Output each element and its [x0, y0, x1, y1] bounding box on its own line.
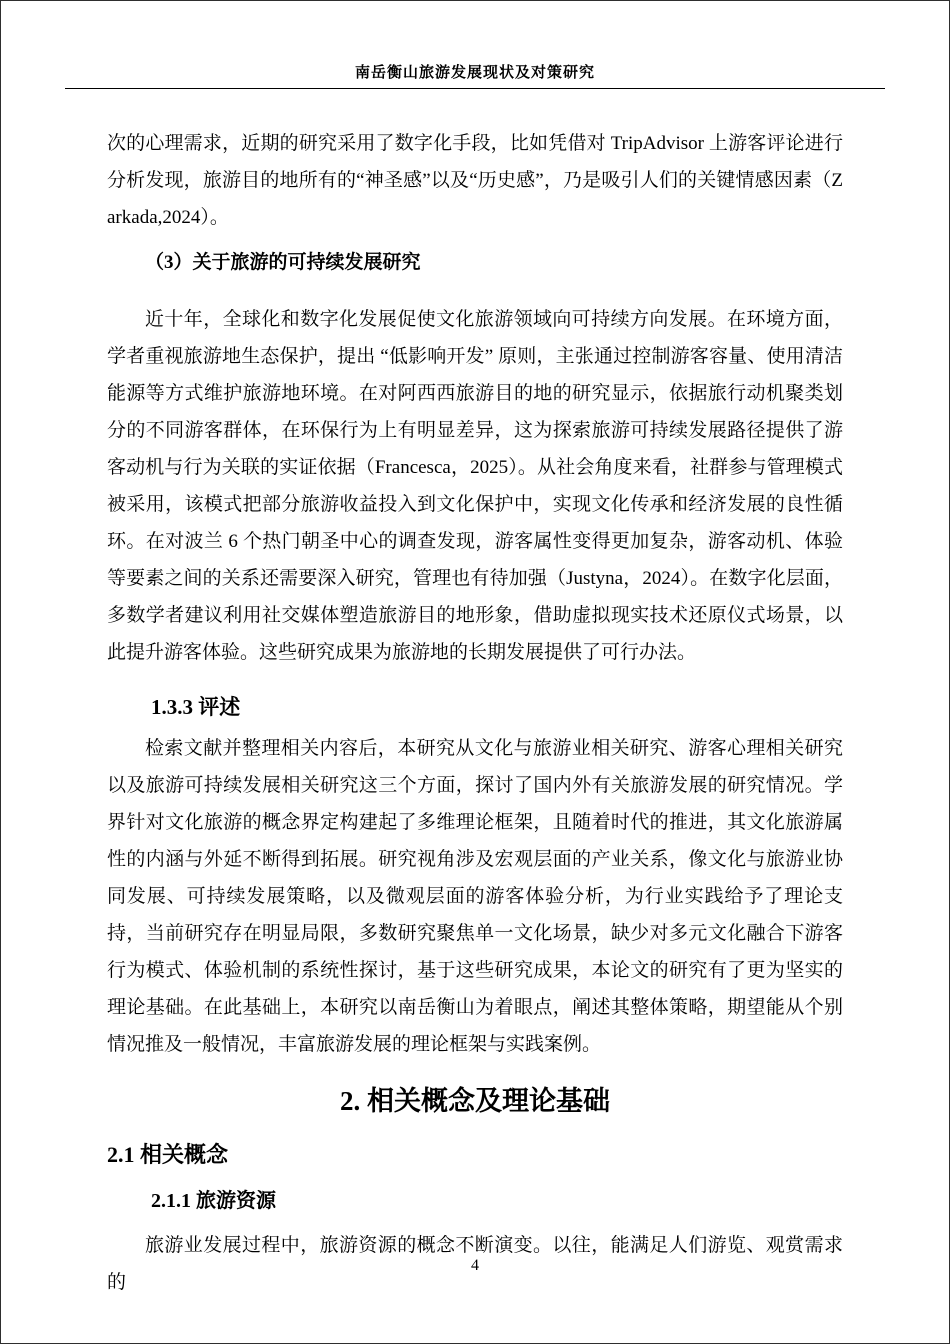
- subsection-title-2-1-1: 2.1.1 旅游资源: [151, 1190, 276, 1212]
- section-title-2-1: 2.1 相关概念: [107, 1142, 229, 1167]
- page-number: 4: [471, 1257, 479, 1274]
- page-footer: [1, 1257, 949, 1275]
- paragraph-tourism-resources: 旅游业发展过程中，旅游资源的概念不断演变。以往，能满足人们游览、观赏需求的: [107, 1235, 843, 1293]
- paragraph-continuation: 次的心理需求，近期的研究采用了数字化手段，比如凭借对 TripAdvisor 上游客评论进行分析发现，旅游目的地所有的“神圣感”以及“历史感”，乃是吸引人们的关键情感因素（Zarkada,2024）。: [107, 133, 843, 228]
- paragraph-sustainability: 近十年，全球化和数字化发展促使文化旅游领域向可持续方向发展。在环境方面，学者重视旅游地生态保护，提出 “低影响开发” 原则，主张通过控制游客容量、使用清洁能源等方式维护旅游地环境。在对阿西西旅游目的地的研究显示，依据旅行动机聚类划分的不同游客群体，在环保行为上有明显差异，这为探索旅游可持续发展路径提供了游客动机与行为关联的实证依据（Francesca，2025）。从社会角度来看，社群参与管理模式被采用，该模式把部分旅游收益投入到文化保护中，实现文化传承和经济发展的良性循环。在对波兰 6 个热门朝圣中心的调查发现，游客属性变得更加复杂，游客动机、体验等要素之间的关系还需要深入研究，管理也有待加强（Justyna，2024）。在数字化层面，多数学者建议利用社交媒体塑造旅游目的地形象，借助虚拟现实技术还原仪式场景，以此提升游客体验。这些研究成果为旅游地的长期发展提供了可行办法。: [107, 309, 843, 663]
- paragraph-review: 检索文献并整理相关内容后，本研究从文化与旅游业相关研究、游客心理相关研究以及旅游可持续发展相关研究这三个方面，探讨了国内外有关旅游发展的研究情况。学界针对文化旅游的概念界定构建起了多维理论框架，且随着时代的推进，其文化旅游属性的内涵与外延不断得到拓展。研究视角涉及宏观层面的产业关系，像文化与旅游业协同发展、可持续发展策略，以及微观层面的游客体验分析，为行业实践给予了理论支持，当前研究存在明显局限，多数研究聚焦单一文化场景，缺少对多元文化融合下游客行为模式、体验机制的系统性探讨，基于这些研究成果，本论文的研究有了更为坚实的理论基础。在此基础上，本研究以南岳衡山为着眼点，阐述其整体策略，期望能从个别情况推及一般情况，丰富旅游发展的理论框架与实践案例。: [107, 738, 843, 1055]
- page-header: [65, 61, 885, 89]
- heading-sustainability-research: （3）关于旅游的可持续发展研究: [145, 252, 421, 273]
- running-title: 南岳衡山旅游发展现状及对策研究: [354, 65, 595, 81]
- heading-review-1-3-3: 1.3.3 评述: [151, 695, 241, 719]
- page-body: [107, 125, 843, 1301]
- chapter-title-2: 2. 相关概念及理论基础: [340, 1086, 610, 1116]
